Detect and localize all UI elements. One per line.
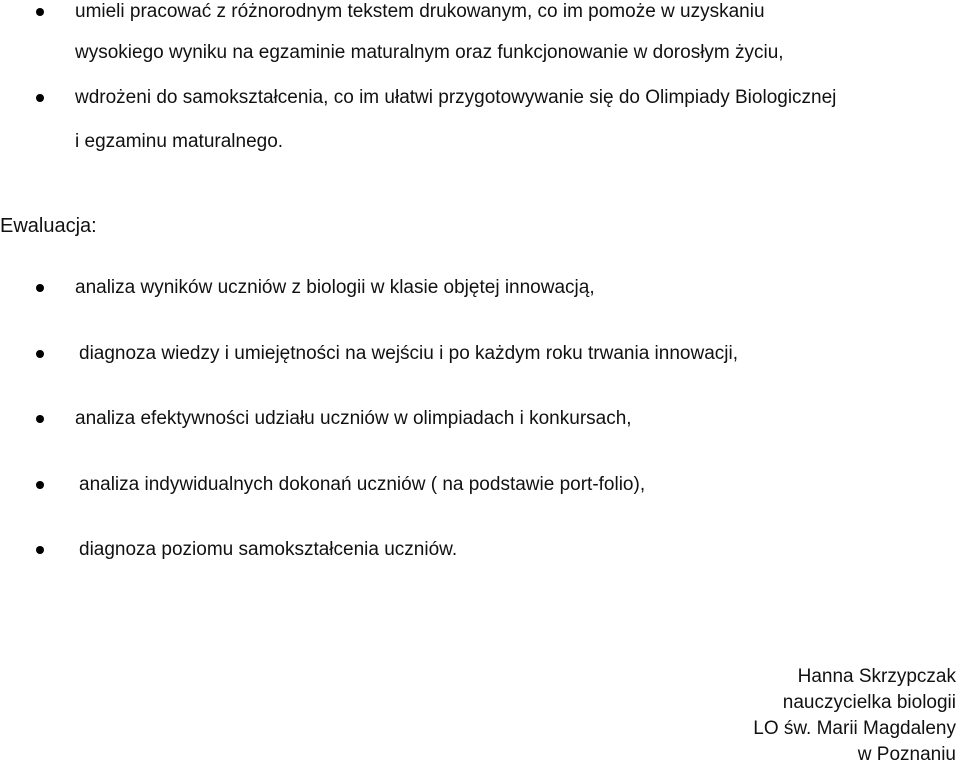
signature-block: [753, 664, 956, 768]
author-name: Hanna Skrzypczak: [797, 666, 956, 687]
evaluation-item-text: analiza wyników uczniów z biologii w klasie objętej innowacją,: [75, 277, 595, 298]
intro-item-line: umieli pracować z różnorodnym tekstem drukowanym, co im pomoże w uzyskaniu: [75, 1, 765, 22]
intro-item-line: i egzaminu maturalnego.: [75, 131, 284, 152]
bullet-icon: [36, 350, 44, 358]
bullet-icon: [36, 415, 44, 423]
bullet-icon: [36, 546, 44, 554]
bullet-icon: [36, 8, 44, 16]
bullet-icon: [36, 284, 44, 292]
bullet-icon: [36, 481, 44, 489]
evaluation-item-text: analiza indywidualnych dokonań uczniów ( na podstawie port-folio),: [79, 474, 646, 495]
evaluation-item-text: diagnoza wiedzy i umiejętności na wejściu i po każdym roku trwania innowacji,: [79, 343, 738, 364]
author-role: nauczycielka biologii: [782, 692, 956, 713]
evaluation-item-text: diagnoza poziomu samokształcenia uczniów.: [79, 539, 458, 560]
bullet-icon: [36, 94, 44, 102]
author-school: LO św. Marii Magdaleny: [753, 718, 956, 739]
evaluation-item-text: analiza efektywności udziału uczniów w olimpiadach i konkursach,: [75, 408, 632, 429]
intro-item-line: wysokiego wyniku na egzaminie maturalnym oraz funkcjonowanie w dorosłym życiu,: [75, 42, 784, 63]
author-city: w Poznaniu: [857, 744, 956, 765]
evaluation-heading: Ewaluacja:: [0, 215, 97, 237]
intro-item-line: wdrożeni do samokształcenia, co im ułatwi przygotowywanie się do Olimpiady Biologicznej: [75, 87, 837, 108]
